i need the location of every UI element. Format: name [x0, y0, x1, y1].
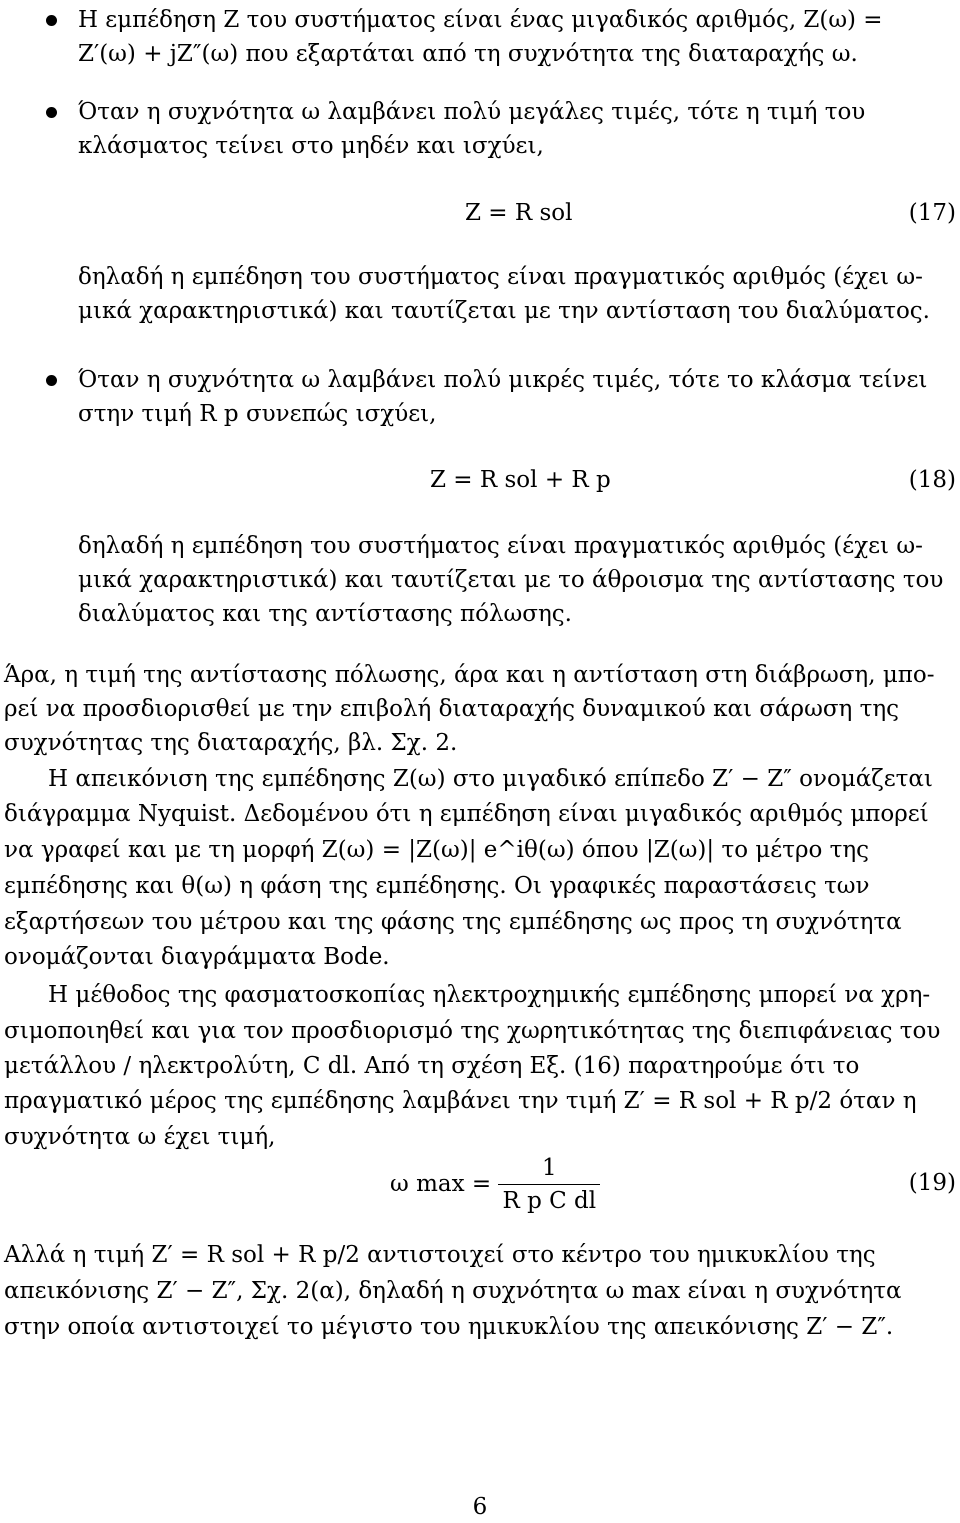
- text: εξαρτήσεων του μέτρου και της φάσης της εμπέδησης ως προς τη συχνότητα: [4, 909, 902, 935]
- text: να γραφεί και με τη μορφή Z(ω) = |Z(ω)| e^iθ(ω) όπου |Z(ω)| το μέτρο της: [4, 837, 870, 863]
- text: σιμοποιηθεί και για τον προσδιορισμό της χωρητικότητας της διεπιφάνειας του: [4, 1018, 941, 1044]
- text: Η εμπέδηση Z του συστήματος είναι ένας μιγαδικός αριθμός, Z(ω) =: [78, 7, 883, 33]
- paragraph-2-line-4: [4, 869, 870, 903]
- text: Z′(ω) + jZ″(ω) που εξαρτάται από τη συχνότητα της διαταραχής ω.: [78, 41, 858, 67]
- text: Άρα, η τιμή της αντίστασης πόλωσης, άρα και η αντίσταση στη διάβρωση, μπο-: [4, 662, 935, 688]
- final-paragraph-line-2: [4, 1274, 902, 1308]
- paragraph-1-line-2: [4, 692, 899, 726]
- equation-18-number: [909, 463, 956, 497]
- bullet-2-line-2: [78, 129, 544, 163]
- text: μετάλλου / ηλεκτρολύτη, C dl. Από τη σχέση Εξ. (16) παρατηρούμε ότι το: [4, 1053, 860, 1079]
- bullet-marker-3: [46, 375, 57, 386]
- text: ρεί να προσδιορισθεί με την επιβολή διαταραχής δυναμικού και σάρωση της: [4, 696, 900, 722]
- text: δηλαδή η εμπέδηση του συστήματος είναι πραγματικός αριθμός (έχει ω-: [78, 533, 923, 559]
- text: συχνότητας της διαταραχής, βλ. Σχ. 2.: [4, 730, 458, 756]
- text: μικά χαρακτηριστικά) και ταυτίζεται με το άθροισμα της αντίστασης του: [78, 567, 944, 593]
- paragraph-3-line-5: [4, 1120, 275, 1154]
- equation-18-text: Z = R sol + R p: [430, 467, 611, 493]
- text: ονομάζονται διαγράμματα Bode.: [4, 944, 390, 970]
- text: πραγματικό μέρος της εμπέδησης λαμβάνει την τιμή Z′ = R sol + R p/2 όταν η: [4, 1088, 917, 1114]
- text: Η μέθοδος της φασματοσκοπίας ηλεκτροχημικής εμπέδησης μπορεί να χρη-: [48, 982, 931, 1008]
- final-paragraph-line-3: [4, 1310, 893, 1344]
- paragraph-3-line-4: [4, 1084, 917, 1118]
- paragraph-3-line-2: [4, 1014, 940, 1048]
- paragraph-3-line-1: [48, 978, 930, 1012]
- equation-19-lhs: ω max =: [390, 1171, 492, 1197]
- text: κλάσματος τείνει στο μηδέν και ισχύει,: [78, 133, 544, 159]
- text: Όταν η συχνότητα ω λαμβάνει πολύ μεγάλες τιμές, τότε η τιμή του: [78, 99, 866, 125]
- bullet-3-after-line-3: [78, 597, 572, 631]
- text: διάγραμμα Nyquist. Δεδομένου ότι η εμπέδηση είναι μιγαδικός αριθμός μπορεί: [4, 801, 929, 827]
- final-paragraph-line-1: [4, 1238, 876, 1272]
- bullet-3-line-2: [78, 397, 436, 431]
- bullet-3-after-line-1: [78, 529, 923, 563]
- text: Η απεικόνιση της εμπέδησης Z(ω) στο μιγαδικό επίπεδο Z′ − Z″ ονομάζεται: [48, 766, 933, 792]
- text: (19): [908, 1170, 956, 1196]
- equation-17: [465, 196, 573, 230]
- text: εμπέδησης και θ(ω) η φάση της εμπέδησης. Οι γραφικές παραστάσεις των: [4, 873, 870, 899]
- paragraph-2-line-2: [4, 797, 929, 831]
- bullet-1-line-1: [78, 3, 956, 37]
- paragraph-1-line-1: [4, 658, 935, 692]
- bullet-marker-1: [46, 15, 57, 26]
- text: στην οποία αντιστοιχεί το μέγιστο του ημικυκλίου της απεικόνισης Z′ − Z″.: [4, 1314, 894, 1340]
- bullet-1-line-2: [78, 37, 858, 71]
- equation-17-number: [909, 196, 956, 230]
- text: (17): [908, 200, 956, 226]
- text: Αλλά η τιμή Z′ = R sol + R p/2 αντιστοιχεί στο κέντρο του ημικυκλίου της: [4, 1242, 876, 1268]
- equation-19: [390, 1150, 600, 1217]
- paragraph-1-line-3: [4, 726, 457, 760]
- text: (18): [908, 467, 956, 493]
- text: Όταν η συχνότητα ω λαμβάνει πολύ μικρές τιμές, τότε το κλάσμα τείνει: [78, 367, 928, 393]
- text: μικά χαρακτηριστικά) και ταυτίζεται με την αντίσταση του διαλύματος.: [78, 298, 930, 324]
- bullet-3-line-1: [78, 363, 927, 397]
- bullet-3-after-line-2: [78, 563, 943, 597]
- paragraph-2-line-5: [4, 905, 902, 939]
- paragraph-2-line-6: [4, 940, 390, 974]
- bullet-marker-2: [46, 107, 57, 118]
- equation-19-number: [909, 1166, 956, 1200]
- paragraph-3-line-3: [4, 1049, 859, 1083]
- text: δηλαδή η εμπέδηση του συστήματος είναι πραγματικός αριθμός (έχει ω-: [78, 264, 923, 290]
- equation-19-numerator: 1: [498, 1152, 600, 1185]
- equation-19-denominator: R p C dl: [502, 1187, 597, 1214]
- paragraph-2-line-1: [48, 762, 933, 796]
- text: στην τιμή R p συνεπώς ισχύει,: [78, 401, 437, 427]
- text: διαλύματος και της αντίστασης πόλωσης.: [78, 601, 572, 627]
- text: απεικόνισης Z′ − Z″, Σχ. 2(α), δηλαδή η συχνότητα ω max είναι η συχνότητα: [4, 1278, 902, 1304]
- bullet-2-line-1: [78, 95, 865, 129]
- text: 6: [472, 1494, 488, 1520]
- page-number: [0, 1494, 960, 1520]
- bullet-2-after-line-2: [78, 294, 930, 328]
- equation-17-text: Z = R sol: [465, 200, 573, 226]
- bullet-2-after-line-1: [78, 260, 923, 294]
- equation-19-fraction: [498, 1152, 600, 1217]
- paragraph-2-line-3: [4, 833, 869, 867]
- equation-18: [430, 463, 611, 497]
- text: συχνότητα ω έχει τιμή,: [4, 1124, 276, 1150]
